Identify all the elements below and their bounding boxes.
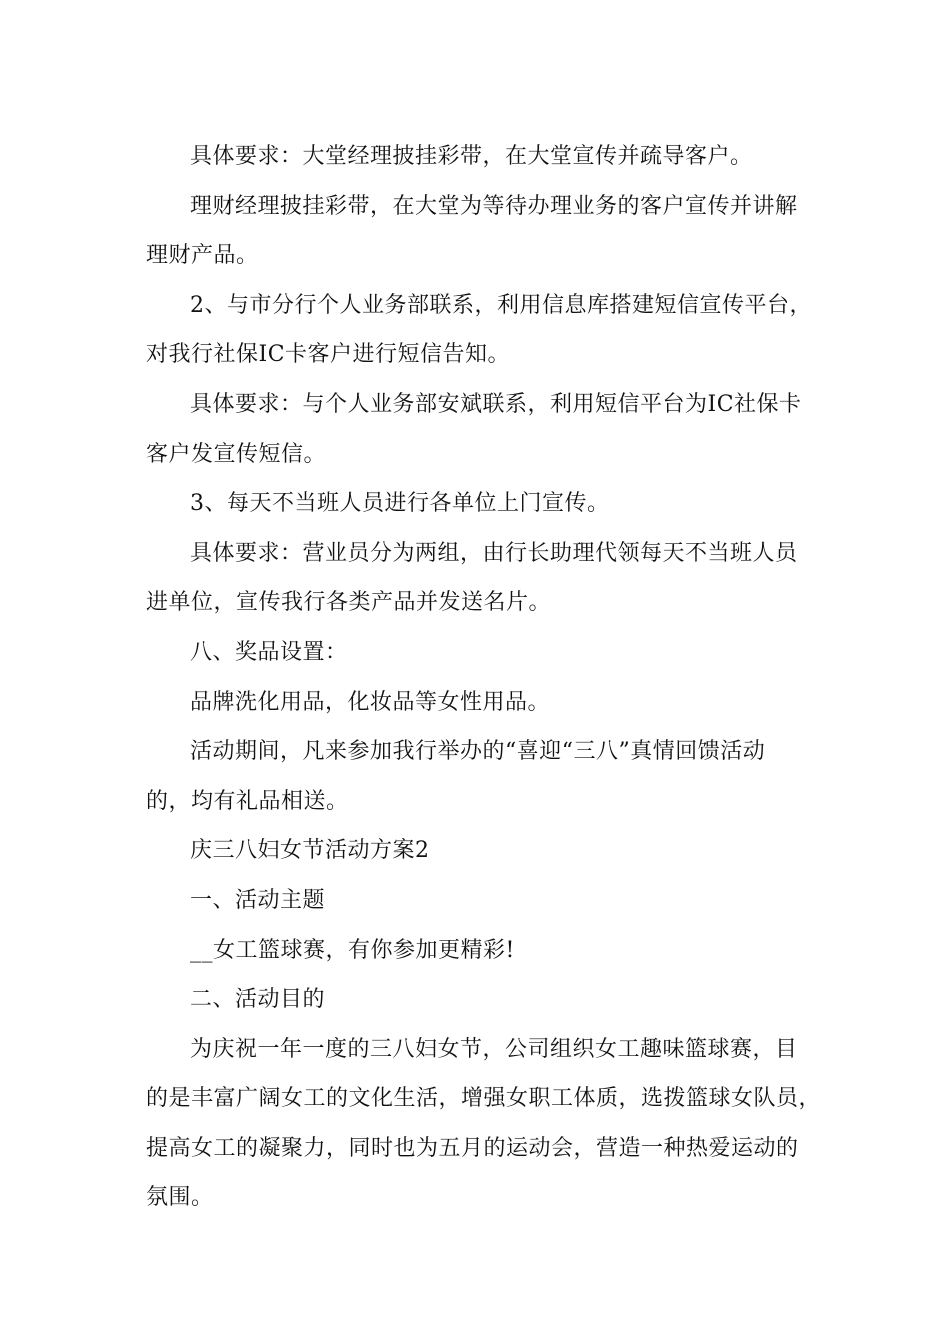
plan-title (146, 826, 818, 876)
paragraph-item-3 (146, 479, 818, 529)
text-line: 二、活动目的 (190, 987, 326, 1013)
text-line: 氛围。 (146, 1185, 214, 1211)
text-line: 客户发宣传短信。 (146, 441, 327, 467)
paragraph-item-2 (146, 281, 818, 380)
paragraph-activity-gifts (146, 727, 818, 826)
text-line: 具体要求：营业员分为两组，由行长助理代领每天不当班人员 (190, 540, 798, 566)
text-line: 一、活动主题 (190, 887, 326, 913)
text-line: 品牌洗化用品，化妆品等女性用品。 (190, 689, 551, 715)
text-line: 3、每天不当班人员进行各单位上门宣传。 (190, 491, 610, 517)
text-line: 活动期间，凡来参加我行举办的“喜迎“三八”真情回馈活动 (190, 739, 766, 765)
text-line: 进单位，宣传我行各类产品并发送名片。 (146, 590, 552, 616)
text-line: 的，均有礼品相送。 (146, 788, 349, 814)
text-line: 庆三八妇女节活动方案2 (190, 838, 430, 864)
text-line: 对我行社保IC卡客户进行短信告知。 (146, 342, 511, 368)
paragraph-purpose (146, 1025, 822, 1223)
text-line: 具体要求：大堂经理披挂彩带，在大堂宣传并疏导客户。 (190, 144, 753, 169)
text-line: 理财产品。 (146, 243, 259, 269)
text-line: 2、与市分行个人业务部联系，利用信息库搭建短信宣传平台， (190, 292, 812, 318)
paragraph-prize-list (146, 678, 818, 728)
paragraph-requirement-sms (146, 380, 818, 479)
text-line: 具体要求：与个人业务部安斌联系，利用短信平台为IC社保卡 (190, 391, 802, 417)
paragraph-requirement-visit (146, 529, 818, 628)
text-line: 理财经理披挂彩带，在大堂为等待办理业务的客户宣传并讲解 (190, 193, 798, 219)
text-line: 的是丰富广阔女工的文化生活，增强女职工体质，选拨篮球女队员， (146, 1086, 822, 1112)
document-body (146, 132, 822, 1223)
paragraph-finance-manager (146, 182, 818, 281)
text-line: 提高女工的凝聚力，同时也为五月的运动会，营造一种热爱运动的 (146, 1135, 799, 1161)
section-heading-purpose (146, 975, 818, 1025)
section-heading-prizes (146, 628, 818, 678)
section-heading-theme (146, 876, 818, 926)
text-line: 为庆祝一年一度的三八妇女节，公司组织女工趣味篮球赛，目 (190, 1036, 798, 1062)
text-line: __女工篮球赛，有你参加更精彩! (190, 937, 515, 963)
text-line: 八、奖品设置： (190, 639, 348, 665)
paragraph-theme (146, 926, 818, 976)
paragraph-requirement-lobby-manager (146, 132, 818, 182)
